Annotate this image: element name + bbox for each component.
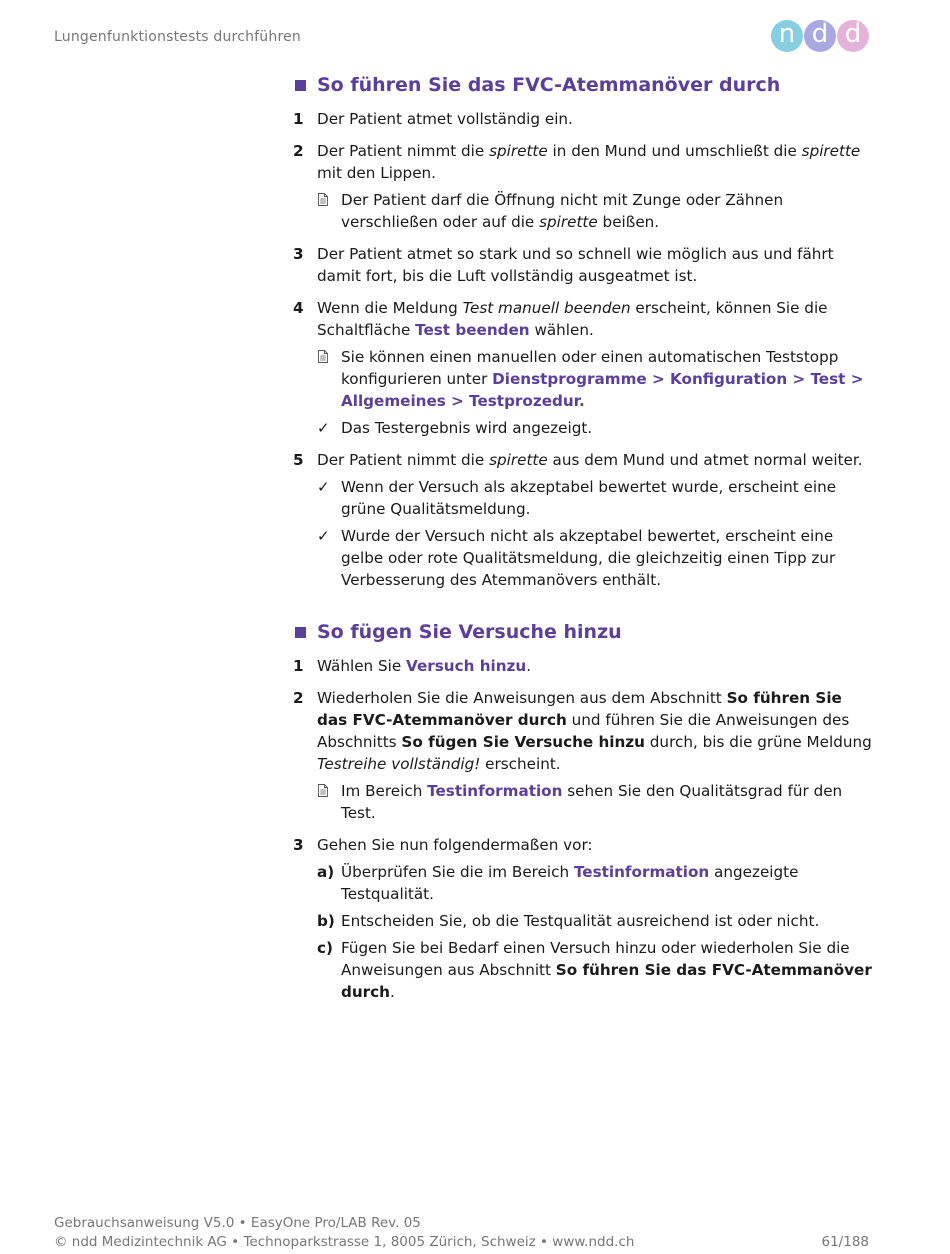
fvc-step-5: 5 Der Patient nimmt die spirette aus dem Mund und atmet normal weiter. ✓ Wenn der Versuch als akzeptabel bewertet wurde, erscheint eine grüne Qualitätsmeldung. ✓ Wurde der Versuch nicht als akzeptabel bewertet, erscheint eine gelbe oder rote Qualitätsmeldung, die gleichzeitig einen Tipp zur Verbesserung des Atemmanövers enthält. [293,449,873,591]
fvc-step-2: 2 Der Patient nimmt die spirette in den Mund und umschließt die spirette mit den Lippen. Der Patient darf die Öffnung nicht mit Zunge oder Zähnen verschließen oder auf die spirette beißen. [293,140,873,233]
section-heading-fvc: So führen Sie das FVC-Atemmanöver durch [293,72,873,98]
versuche-step-3-b: b) Entscheiden Sie, ob die Testqualität ausreichend ist oder nicht. [317,912,820,930]
page-header-title: Lungenfunktionstests durchführen [54,29,301,45]
fvc-step-4: 4 Wenn die Meldung Test manuell beenden erscheint, können Sie die Schaltfläche Test beenden wählen. Sie können einen manuellen oder einen automatischen Teststopp konfigurieren unter Dienstprogramme > Konfiguration > Test > Allgemeines > Testprozedur. ✓ Das Testergebnis wird angezeigt. [293,297,873,439]
versuche-step-3-c: c) Fügen Sie bei Bedarf einen Versuch hinzu oder wiederholen Sie die Anweisungen aus Abschnitt So führen Sie das FVC-Atemmanöver durch. [317,939,872,1001]
checkmark-icon: ✓ [317,478,330,496]
configuration-path-link[interactable]: Dienstprogramme > Konfiguration > Test > Allgemeines > Testprozedur. [341,370,864,410]
logo-letter-d: d [804,20,836,52]
logo-letter-d-2: d [837,20,869,52]
versuche-step-3: 3 Gehen Sie nun folgendermaßen vor: a) Überprüfen Sie die im Bereich Testinformation angezeigte Testqualität. b) Entscheiden Sie, ob die Testqualität ausreichend ist oder nicht. c) Fügen Sie bei Bedarf einen Versuch hinzu oder wiederholen Sie die Anweisungen aus Abschnitt So führen Sie das FVC-Atemmanöver durch. [293,836,872,1001]
testinformation-link[interactable]: Testinformation [427,782,563,800]
main-content [293,72,873,1013]
footer-line-2: © ndd Medizintechnik AG • Technoparkstrasse 1, 8005 Zürich, Schweiz • www.ndd.ch [54,1234,635,1250]
fvc-step-5-result-2: ✓ Wurde der Versuch nicht als akzeptabel bewertet, erscheint eine gelbe oder rote Qualitätsmeldung, die gleichzeitig einen Tipp zur Verbesserung des Atemmanövers enthält. [317,527,836,589]
versuche-step-2: 2 Wiederholen Sie die Anweisungen aus dem Abschnitt So führen Sie das FVC-Atemmanöver durch und führen Sie die Anweisungen des Abschnitts So fügen Sie Versuche hinzu durch, bis die grüne Meldung Testreihe vollständig! erscheint. Im Bereich Testinformation sehen Sie den Qualitätsgrad für den Test. [293,689,872,822]
fvc-step-2-note: Der Patient darf die Öffnung nicht mit Zunge oder Zähnen verschließen oder auf die spirette beißen. [317,189,873,233]
test-beenden-link[interactable]: Test beenden [415,321,530,339]
versuch-hinzu-link[interactable]: Versuch hinzu [406,657,527,675]
footer-line-1: Gebrauchsanweisung V5.0 • EasyOne Pro/LAB Rev. 05 [54,1215,421,1231]
fvc-step-1: 1 Der Patient atmet vollständig ein. [293,110,573,128]
logo-letter-n: n [771,20,803,52]
fvc-step-3: 3 Der Patient atmet so stark und so schnell wie möglich aus und fährt damit fort, bis die Luft vollständig ausgeatmet ist. [293,245,834,285]
checkmark-icon: ✓ [317,527,330,545]
section-heading-versuche: So fügen Sie Versuche hinzu [293,619,873,645]
fvc-step-5-result-1: ✓ Wenn der Versuch als akzeptabel bewertet wurde, erscheint eine grüne Qualitätsmeldung. [317,478,837,518]
ndd-logo [771,20,871,54]
versuche-step-1: 1 Wählen Sie Versuch hinzu. [293,657,532,675]
fvc-step-4-result: ✓ Das Testergebnis wird angezeigt. [317,419,593,437]
testinformation-link-2[interactable]: Testinformation [573,863,710,881]
versuche-step-3-a: a) Überprüfen Sie die im Bereich Testinformation angezeigte Testqualität. [317,863,799,903]
checkmark-icon: ✓ [317,419,330,437]
page-footer [54,1214,869,1252]
fvc-step-4-note: Sie können einen manuellen oder einen automatischen Teststopp konfigurieren unter Dienstprogramme > Konfiguration > Test > Allgemeines > Testprozedur. [317,346,873,412]
heading-square-icon [295,627,306,638]
versuche-step-2-note: Im Bereich Testinformation sehen Sie den Qualitätsgrad für den Test. [317,780,873,824]
heading-square-icon [295,80,306,91]
page-number: 61/188 [821,1234,869,1250]
